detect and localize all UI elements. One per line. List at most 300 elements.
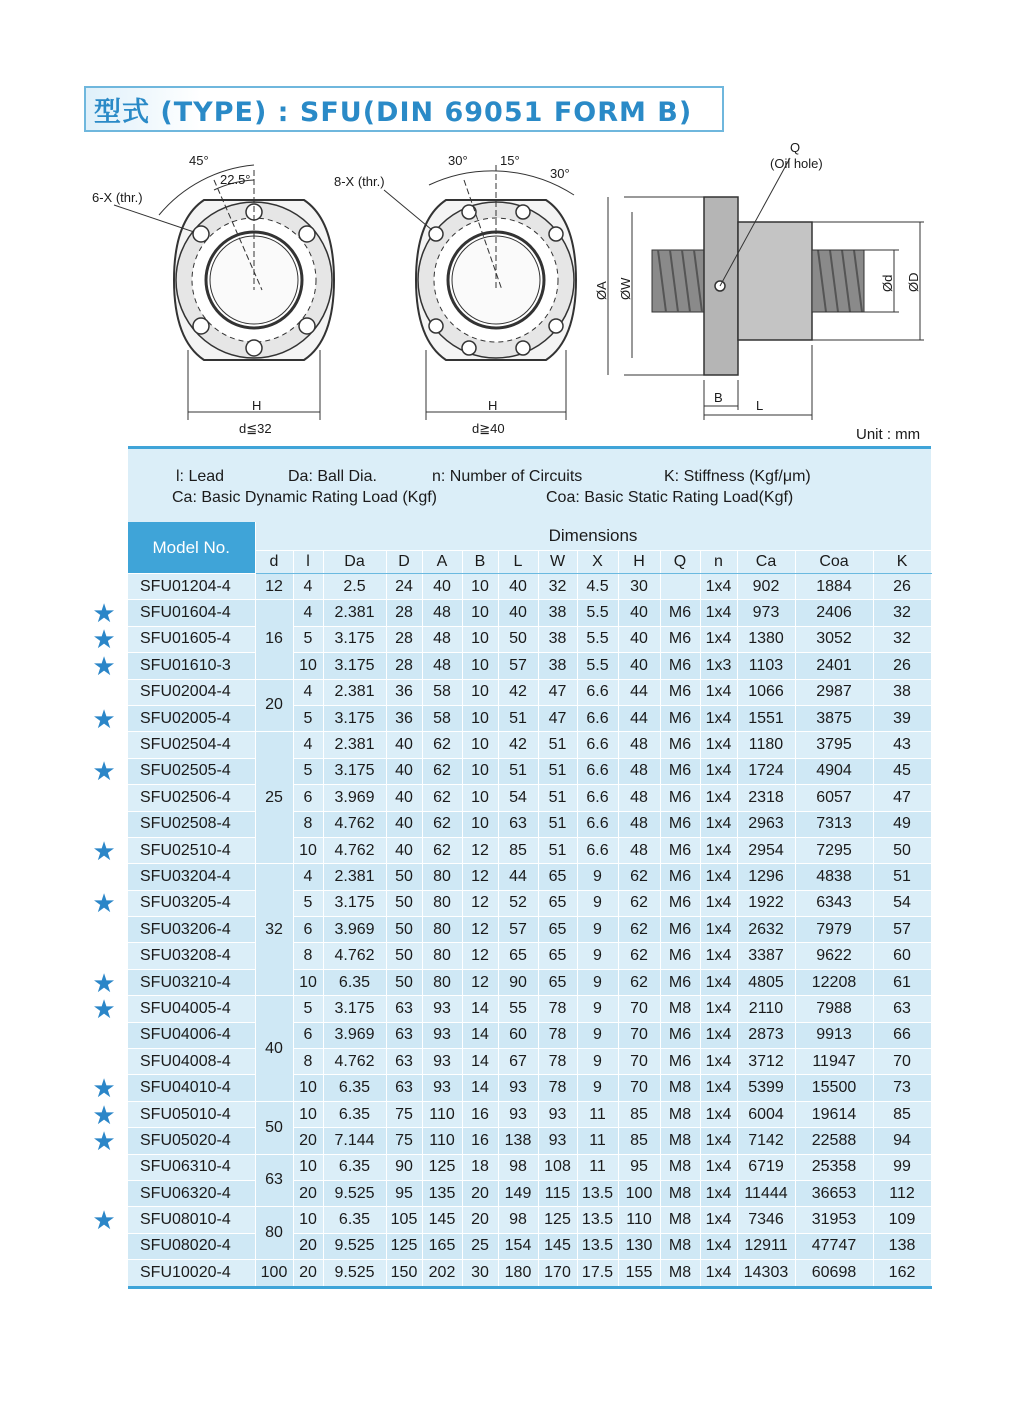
cell-x: 4.5 <box>577 574 618 600</box>
cell-l: 65 <box>498 943 538 969</box>
cell-da: 3.969 <box>323 1022 386 1048</box>
label-phi-d-large: ØD <box>906 272 921 292</box>
cell-b: 30 <box>462 1260 498 1287</box>
cell-k: 61 <box>873 969 931 995</box>
cell-n: 1x4 <box>700 732 737 758</box>
label-30-a: 30° <box>448 153 468 168</box>
model-number: SFU08020-4 <box>128 1233 255 1259</box>
cell-x: 6.6 <box>577 785 618 811</box>
cell-coa: 6343 <box>795 890 873 916</box>
cell-n: 1x4 <box>700 917 737 943</box>
cell-ca: 3712 <box>737 1049 795 1075</box>
cell-coa: 11947 <box>795 1049 873 1075</box>
label-phi-w: ØW <box>618 277 633 300</box>
model-number: SFU01604-4 <box>128 600 255 626</box>
column-header-w: W <box>538 551 577 574</box>
cell-a: 165 <box>422 1233 462 1259</box>
cell-h: 30 <box>618 574 660 600</box>
cell-da: 2.5 <box>323 574 386 600</box>
cell-a: 202 <box>422 1260 462 1287</box>
cell-a: 110 <box>422 1101 462 1127</box>
model-number: SFU05020-4 <box>128 1128 255 1154</box>
cell-coa: 7988 <box>795 996 873 1022</box>
cell-x: 9 <box>577 969 618 995</box>
cell-x: 5.5 <box>577 653 618 679</box>
cell-q: M6 <box>660 1022 700 1048</box>
cell-da: 2.381 <box>323 732 386 758</box>
model-number: SFU02508-4 <box>128 811 255 837</box>
cell-b: 10 <box>462 626 498 652</box>
model-number: SFU02004-4 <box>128 679 255 705</box>
legend-lead: l: Lead <box>176 468 225 485</box>
cell-b: 18 <box>462 1154 498 1180</box>
cell-coa: 9913 <box>795 1022 873 1048</box>
table-row <box>128 626 931 652</box>
cell-l: 10 <box>293 837 323 863</box>
cell-l: 57 <box>498 653 538 679</box>
cell-l: 20 <box>293 1128 323 1154</box>
cell-n: 1x4 <box>700 1075 737 1101</box>
cell-n: 1x4 <box>700 785 737 811</box>
cell-l: 10 <box>293 1075 323 1101</box>
cell-da: 4.762 <box>323 943 386 969</box>
cell-coa: 3875 <box>795 705 873 731</box>
cell-da: 9.525 <box>323 1180 386 1206</box>
star-marker: ★ <box>92 1205 116 1236</box>
cell-ca: 11444 <box>737 1180 795 1206</box>
cell-k: 49 <box>873 811 931 837</box>
column-header-b: B <box>462 551 498 574</box>
cell-l: 8 <box>293 811 323 837</box>
cell-n: 1x4 <box>700 1154 737 1180</box>
cell-d: 36 <box>386 705 422 731</box>
cell-h: 95 <box>618 1154 660 1180</box>
cell-da: 3.969 <box>323 917 386 943</box>
cell-a: 48 <box>422 626 462 652</box>
cell-b: 20 <box>462 1207 498 1233</box>
table-row <box>128 943 931 969</box>
cell-coa: 9622 <box>795 943 873 969</box>
cell-l: 57 <box>498 917 538 943</box>
diameter-cell: 50 <box>255 1101 293 1154</box>
cell-ca: 1103 <box>737 653 795 679</box>
cell-ca: 2873 <box>737 1022 795 1048</box>
drawing-svg <box>84 140 944 440</box>
table-body <box>128 574 931 1288</box>
table-row <box>128 600 931 626</box>
cell-h: 110 <box>618 1207 660 1233</box>
table-row <box>128 917 931 943</box>
cell-ca: 4805 <box>737 969 795 995</box>
cell-b: 12 <box>462 917 498 943</box>
cell-a: 80 <box>422 890 462 916</box>
cell-h: 62 <box>618 917 660 943</box>
cell-l: 51 <box>498 758 538 784</box>
cell-ca: 902 <box>737 574 795 600</box>
cell-d: 40 <box>386 758 422 784</box>
cell-h: 70 <box>618 1049 660 1075</box>
cell-x: 6.6 <box>577 811 618 837</box>
cell-a: 80 <box>422 917 462 943</box>
model-number: SFU03205-4 <box>128 890 255 916</box>
cell-l: 5 <box>293 890 323 916</box>
cell-w: 78 <box>538 1049 577 1075</box>
cell-l: 63 <box>498 811 538 837</box>
table-row <box>128 732 931 758</box>
cell-h: 44 <box>618 679 660 705</box>
label-h-middle: H <box>488 398 498 413</box>
cell-n: 1x3 <box>700 653 737 679</box>
cell-n: 1x4 <box>700 574 737 600</box>
cell-q: M8 <box>660 1180 700 1206</box>
cell-h: 85 <box>618 1128 660 1154</box>
cell-h: 48 <box>618 811 660 837</box>
cell-b: 16 <box>462 1128 498 1154</box>
cell-k: 54 <box>873 890 931 916</box>
model-number: SFU04006-4 <box>128 1022 255 1048</box>
cell-b: 10 <box>462 679 498 705</box>
cell-x: 5.5 <box>577 600 618 626</box>
cell-coa: 47747 <box>795 1233 873 1259</box>
cell-a: 93 <box>422 1022 462 1048</box>
cell-ca: 1724 <box>737 758 795 784</box>
cell-l: 5 <box>293 996 323 1022</box>
model-number: SFU10020-4 <box>128 1260 255 1287</box>
cell-d: 28 <box>386 653 422 679</box>
cell-k: 38 <box>873 679 931 705</box>
cell-x: 13.5 <box>577 1207 618 1233</box>
cell-a: 80 <box>422 864 462 890</box>
cell-n: 1x4 <box>700 943 737 969</box>
diameter-cell: 32 <box>255 864 293 996</box>
label-22-5: 22.5° <box>220 172 251 187</box>
table-row <box>128 1154 931 1180</box>
cell-d: 40 <box>386 785 422 811</box>
cell-d: 36 <box>386 679 422 705</box>
cell-a: 62 <box>422 837 462 863</box>
diameter-cell: 63 <box>255 1154 293 1207</box>
model-number: SFU04010-4 <box>128 1075 255 1101</box>
cell-w: 51 <box>538 732 577 758</box>
cell-b: 14 <box>462 1049 498 1075</box>
cell-w: 51 <box>538 758 577 784</box>
star-marker: ★ <box>92 1125 116 1156</box>
cell-x: 6.6 <box>577 732 618 758</box>
table-row <box>128 969 931 995</box>
cell-k: 57 <box>873 917 931 943</box>
cell-w: 78 <box>538 996 577 1022</box>
cell-q: M6 <box>660 943 700 969</box>
star-marker: ★ <box>92 1099 116 1130</box>
label-b: B <box>714 390 723 405</box>
cell-n: 1x4 <box>700 837 737 863</box>
cell-da: 3.175 <box>323 758 386 784</box>
cell-h: 40 <box>618 626 660 652</box>
cell-q: M6 <box>660 758 700 784</box>
cell-k: 32 <box>873 626 931 652</box>
cell-l: 90 <box>498 969 538 995</box>
cell-h: 70 <box>618 996 660 1022</box>
star-marker: ★ <box>92 888 116 919</box>
column-header-a: A <box>422 551 462 574</box>
cell-b: 10 <box>462 705 498 731</box>
cell-da: 4.762 <box>323 811 386 837</box>
cell-l: 154 <box>498 1233 538 1259</box>
cell-x: 11 <box>577 1154 618 1180</box>
cell-n: 1x4 <box>700 969 737 995</box>
cell-h: 62 <box>618 969 660 995</box>
star-marker: ★ <box>92 650 116 681</box>
cell-ca: 7142 <box>737 1128 795 1154</box>
cell-ca: 1066 <box>737 679 795 705</box>
cell-w: 65 <box>538 943 577 969</box>
cell-l: 60 <box>498 1022 538 1048</box>
cell-w: 47 <box>538 705 577 731</box>
cell-l: 4 <box>293 679 323 705</box>
cell-q: M6 <box>660 600 700 626</box>
cell-q: M8 <box>660 1128 700 1154</box>
cell-n: 1x4 <box>700 679 737 705</box>
cell-coa: 2401 <box>795 653 873 679</box>
cell-b: 16 <box>462 1101 498 1127</box>
cell-k: 112 <box>873 1180 931 1206</box>
cell-a: 58 <box>422 705 462 731</box>
cell-h: 40 <box>618 600 660 626</box>
cell-a: 125 <box>422 1154 462 1180</box>
cell-h: 44 <box>618 705 660 731</box>
cell-l: 50 <box>498 626 538 652</box>
cell-l: 10 <box>293 1154 323 1180</box>
cell-da: 6.35 <box>323 1207 386 1233</box>
cell-l: 6 <box>293 785 323 811</box>
cell-q: M8 <box>660 1207 700 1233</box>
cell-coa: 31953 <box>795 1207 873 1233</box>
cell-d: 28 <box>386 626 422 652</box>
cell-ca: 1180 <box>737 732 795 758</box>
cell-l: 20 <box>293 1260 323 1287</box>
cell-da: 4.762 <box>323 837 386 863</box>
cell-q <box>660 574 700 600</box>
table-row <box>128 653 931 679</box>
cell-b: 14 <box>462 1022 498 1048</box>
label-6x-holes: 6-X (thr.) <box>92 190 143 205</box>
star-marker: ★ <box>92 835 116 866</box>
model-number: SFU06310-4 <box>128 1154 255 1180</box>
cell-n: 1x4 <box>700 758 737 784</box>
cell-q: M6 <box>660 705 700 731</box>
cell-coa: 3052 <box>795 626 873 652</box>
cell-w: 93 <box>538 1101 577 1127</box>
cell-a: 80 <box>422 943 462 969</box>
cell-coa: 7313 <box>795 811 873 837</box>
cell-l: 20 <box>293 1233 323 1259</box>
star-marker: ★ <box>92 1073 116 1104</box>
cell-ca: 12911 <box>737 1233 795 1259</box>
label-15: 15° <box>500 153 520 168</box>
cell-l: 42 <box>498 679 538 705</box>
model-number: SFU02506-4 <box>128 785 255 811</box>
cell-coa: 4838 <box>795 864 873 890</box>
cell-ca: 5399 <box>737 1075 795 1101</box>
cell-a: 93 <box>422 996 462 1022</box>
column-header-coa: Coa <box>795 551 873 574</box>
cell-h: 48 <box>618 732 660 758</box>
cell-a: 62 <box>422 758 462 784</box>
cell-n: 1x4 <box>700 600 737 626</box>
cell-ca: 2963 <box>737 811 795 837</box>
model-number: SFU05010-4 <box>128 1101 255 1127</box>
cell-da: 3.175 <box>323 626 386 652</box>
cell-q: M8 <box>660 996 700 1022</box>
cell-ca: 973 <box>737 600 795 626</box>
cell-ca: 7346 <box>737 1207 795 1233</box>
cell-x: 13.5 <box>577 1233 618 1259</box>
cell-n: 1x4 <box>700 1233 737 1259</box>
cell-n: 1x4 <box>700 705 737 731</box>
cell-ca: 14303 <box>737 1260 795 1287</box>
cell-k: 26 <box>873 574 931 600</box>
column-header-q: Q <box>660 551 700 574</box>
cell-d: 50 <box>386 943 422 969</box>
cell-l: 4 <box>293 732 323 758</box>
column-header-d: d <box>255 551 293 574</box>
cell-n: 1x4 <box>700 1101 737 1127</box>
cell-n: 1x4 <box>700 626 737 652</box>
cell-q: M6 <box>660 917 700 943</box>
cell-d: 50 <box>386 969 422 995</box>
cell-k: 70 <box>873 1049 931 1075</box>
cell-d: 105 <box>386 1207 422 1233</box>
cell-ca: 1922 <box>737 890 795 916</box>
cell-k: 51 <box>873 864 931 890</box>
table-row <box>128 811 931 837</box>
cell-k: 109 <box>873 1207 931 1233</box>
cell-h: 48 <box>618 758 660 784</box>
cell-d: 50 <box>386 917 422 943</box>
cell-coa: 7979 <box>795 917 873 943</box>
model-number: SFU02510-4 <box>128 837 255 863</box>
cell-h: 62 <box>618 943 660 969</box>
model-number: SFU04005-4 <box>128 996 255 1022</box>
cell-b: 12 <box>462 943 498 969</box>
cell-d: 90 <box>386 1154 422 1180</box>
cell-b: 10 <box>462 758 498 784</box>
label-30-b: 30° <box>550 166 570 181</box>
table-row <box>128 785 931 811</box>
diameter-cell: 40 <box>255 996 293 1102</box>
cell-ca: 1296 <box>737 864 795 890</box>
table-row <box>128 574 931 600</box>
dimensions-header: Dimensions <box>255 522 931 551</box>
cell-w: 65 <box>538 890 577 916</box>
cell-w: 65 <box>538 917 577 943</box>
diameter-cell: 12 <box>255 574 293 600</box>
label-8x-holes: 8-X (thr.) <box>334 174 385 189</box>
cell-b: 14 <box>462 1075 498 1101</box>
cell-b: 14 <box>462 996 498 1022</box>
cell-n: 1x4 <box>700 996 737 1022</box>
cell-coa: 3795 <box>795 732 873 758</box>
cell-w: 115 <box>538 1180 577 1206</box>
cell-l: 5 <box>293 705 323 731</box>
cell-coa: 12208 <box>795 969 873 995</box>
diameter-cell: 80 <box>255 1207 293 1260</box>
cell-da: 3.175 <box>323 705 386 731</box>
cell-coa: 4904 <box>795 758 873 784</box>
table-row <box>128 758 931 784</box>
cell-d: 28 <box>386 600 422 626</box>
cell-x: 9 <box>577 1049 618 1075</box>
cell-l: 85 <box>498 837 538 863</box>
cell-w: 38 <box>538 600 577 626</box>
cell-l: 4 <box>293 600 323 626</box>
spec-table <box>128 522 932 1289</box>
cell-h: 48 <box>618 785 660 811</box>
cell-w: 51 <box>538 785 577 811</box>
cell-da: 6.35 <box>323 969 386 995</box>
left-flange-drawing <box>114 165 334 420</box>
cell-l: 8 <box>293 1049 323 1075</box>
cell-d: 75 <box>386 1128 422 1154</box>
cell-l: 10 <box>293 1101 323 1127</box>
cell-q: M6 <box>660 1049 700 1075</box>
diameter-cell: 100 <box>255 1260 293 1287</box>
cell-l: 4 <box>293 864 323 890</box>
label-q: Q <box>790 140 801 155</box>
table-row <box>128 1260 931 1287</box>
star-marker: ★ <box>92 598 116 629</box>
cell-l: 5 <box>293 758 323 784</box>
cell-d: 50 <box>386 890 422 916</box>
model-number: SFU02005-4 <box>128 705 255 731</box>
cell-l: 180 <box>498 1260 538 1287</box>
model-number: SFU03208-4 <box>128 943 255 969</box>
cell-w: 65 <box>538 969 577 995</box>
cell-a: 135 <box>422 1180 462 1206</box>
cell-l: 8 <box>293 943 323 969</box>
cell-h: 70 <box>618 1075 660 1101</box>
cell-x: 11 <box>577 1101 618 1127</box>
cell-l: 10 <box>293 1207 323 1233</box>
cell-b: 12 <box>462 969 498 995</box>
cell-d: 24 <box>386 574 422 600</box>
model-number: SFU03210-4 <box>128 969 255 995</box>
legend-panel <box>128 446 931 525</box>
diameter-cell: 20 <box>255 679 293 732</box>
cell-q: M6 <box>660 890 700 916</box>
cell-w: 47 <box>538 679 577 705</box>
model-number: SFU01605-4 <box>128 626 255 652</box>
page-title: 型式 (TYPE) : SFU(DIN 69051 FORM B) <box>94 97 693 128</box>
cell-x: 9 <box>577 943 618 969</box>
table-row <box>128 1022 931 1048</box>
cell-l: 10 <box>293 653 323 679</box>
table-row <box>128 996 931 1022</box>
cell-l: 10 <box>293 969 323 995</box>
cell-k: 162 <box>873 1260 931 1287</box>
cell-a: 80 <box>422 969 462 995</box>
cell-q: M6 <box>660 785 700 811</box>
cell-coa: 15500 <box>795 1075 873 1101</box>
cell-x: 11 <box>577 1128 618 1154</box>
cell-x: 9 <box>577 890 618 916</box>
technical-drawings <box>84 140 944 440</box>
cell-b: 25 <box>462 1233 498 1259</box>
cell-d: 75 <box>386 1101 422 1127</box>
diameter-cell: 16 <box>255 600 293 679</box>
cell-d: 63 <box>386 1075 422 1101</box>
cell-l: 20 <box>293 1180 323 1206</box>
